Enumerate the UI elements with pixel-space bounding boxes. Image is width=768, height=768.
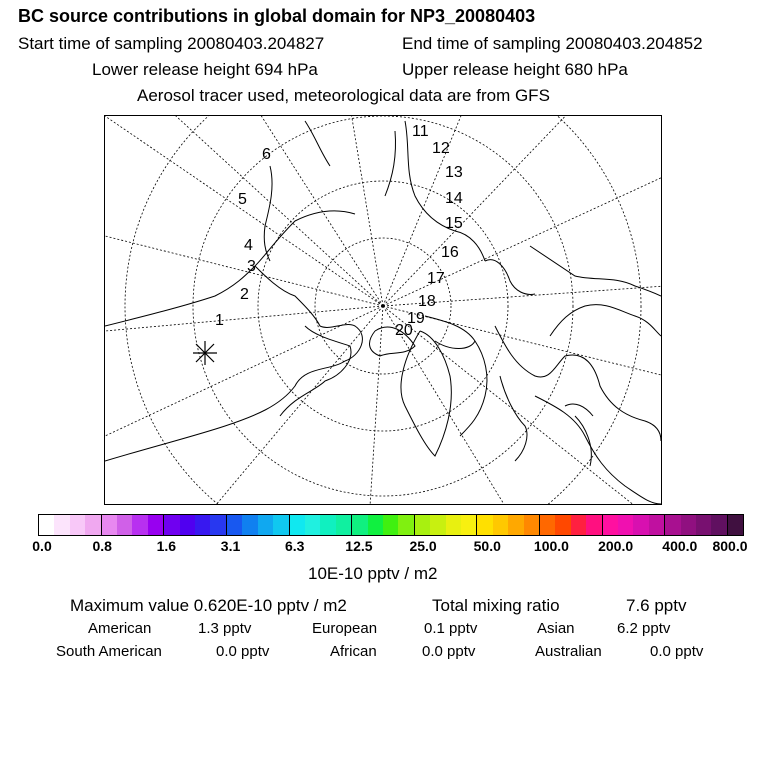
- traj-label: 12: [432, 140, 450, 157]
- colorbar-tick-label: 0.8: [92, 538, 112, 554]
- color-swatch: [618, 515, 633, 535]
- colorbar-tick-label: 800.0: [712, 538, 748, 554]
- color-swatch: [430, 515, 445, 535]
- color-swatch: [493, 515, 508, 535]
- color-swatch: [665, 515, 680, 535]
- traj-label: 19: [407, 310, 425, 327]
- color-swatch: [195, 515, 210, 535]
- color-swatch: [273, 515, 289, 535]
- color-swatch: [586, 515, 602, 535]
- plot-title: BC source contributions in global domain for NP3_20080403: [18, 6, 536, 26]
- colorbar-tick-label: 1.6: [156, 538, 177, 554]
- colorbar-tick-label: 50.0: [473, 538, 501, 554]
- traj-label: 11: [412, 123, 429, 140]
- colorbar-tick-label: 6.3: [284, 538, 305, 554]
- color-swatch: [446, 515, 461, 535]
- lower-release-height: Lower release height 694 hPa: [92, 60, 318, 79]
- color-swatch: [164, 515, 179, 535]
- colorbar-tick-label: 0.0: [32, 538, 52, 554]
- end-time: End time of sampling 20080403.204852: [402, 34, 703, 53]
- start-time: Start time of sampling 20080403.204827: [18, 34, 325, 53]
- color-swatch: [368, 515, 383, 535]
- color-swatch: [70, 515, 85, 535]
- maximum-value: Maximum value 0.620E-10 pptv / m2: [70, 596, 347, 615]
- colorbar-units: 10E-10 pptv / m2: [308, 564, 438, 583]
- region-name: Australian: [535, 643, 602, 660]
- color-scale: [38, 514, 744, 536]
- traj-label: 18: [418, 293, 436, 310]
- total-value: 7.6 pptv: [626, 596, 687, 615]
- polar-map: [104, 115, 662, 505]
- color-swatch: [242, 515, 257, 535]
- region-value: 0.1 pptv: [424, 620, 478, 637]
- color-swatch: [305, 515, 320, 535]
- color-swatch: [633, 515, 648, 535]
- color-swatch: [398, 515, 414, 535]
- color-swatch: [117, 515, 132, 535]
- color-swatch: [681, 515, 696, 535]
- region-value: 0.0 pptv: [216, 643, 270, 660]
- color-swatch: [180, 515, 195, 535]
- color-swatch: [227, 515, 242, 535]
- color-swatch: [555, 515, 570, 535]
- color-swatch: [258, 515, 273, 535]
- map-graticule: [105, 116, 661, 504]
- color-swatch: [571, 515, 586, 535]
- region-name: American: [88, 620, 152, 637]
- color-swatch: [524, 515, 540, 535]
- traj-label: 15: [445, 215, 463, 232]
- traj-label: 6: [262, 146, 271, 163]
- region-value: 1.3 pptv: [198, 620, 252, 637]
- colorbar-tick-label: 200.0: [598, 538, 634, 554]
- traj-label: 14: [445, 190, 463, 207]
- traj-label: 4: [244, 237, 253, 254]
- color-swatch: [290, 515, 305, 535]
- source-marker: [193, 341, 217, 365]
- colorbar-tick-label: 3.1: [220, 538, 241, 554]
- region-value: 0.0 pptv: [650, 643, 704, 660]
- color-swatch: [336, 515, 352, 535]
- upper-release-height: Upper release height 680 hPa: [402, 60, 628, 79]
- traj-label: 13: [445, 164, 463, 181]
- traj-label: 1: [215, 312, 224, 329]
- tracer-note: Aerosol tracer used, meteorological data are from GFS: [137, 86, 550, 105]
- region-name: South American: [56, 643, 162, 660]
- color-swatch: [383, 515, 398, 535]
- traj-label: 2: [240, 286, 249, 303]
- color-swatch: [508, 515, 523, 535]
- total-label: Total mixing ratio: [432, 596, 560, 615]
- color-swatch: [603, 515, 618, 535]
- color-swatch: [39, 515, 54, 535]
- colorbar-tick-label: 400.0: [662, 538, 698, 554]
- color-swatch: [728, 515, 743, 535]
- color-swatch: [85, 515, 101, 535]
- region-name: European: [312, 620, 378, 637]
- color-swatch: [352, 515, 367, 535]
- traj-label: 3: [247, 258, 256, 275]
- region-name: African: [330, 643, 377, 660]
- color-swatch: [477, 515, 492, 535]
- traj-label: 17: [427, 270, 445, 287]
- colorbar-tick-label: 100.0: [533, 538, 569, 554]
- region-value: 0.0 pptv: [422, 643, 476, 660]
- color-swatch: [148, 515, 164, 535]
- color-swatch: [540, 515, 555, 535]
- color-swatch: [320, 515, 335, 535]
- color-swatch: [461, 515, 477, 535]
- color-swatch: [54, 515, 69, 535]
- traj-label: 5: [238, 191, 247, 208]
- colorbar-tick-label: 12.5: [345, 538, 373, 554]
- region-name: Asian: [537, 620, 575, 637]
- colorbar-tick-label: 25.0: [409, 538, 437, 554]
- color-swatch: [696, 515, 711, 535]
- traj-label: 20: [395, 322, 413, 339]
- region-value: 6.2 pptv: [617, 620, 671, 637]
- color-swatch: [415, 515, 430, 535]
- color-swatch: [711, 515, 727, 535]
- color-swatch: [210, 515, 226, 535]
- color-swatch: [132, 515, 147, 535]
- color-swatch: [102, 515, 117, 535]
- traj-label: 16: [441, 244, 459, 261]
- color-swatch: [649, 515, 665, 535]
